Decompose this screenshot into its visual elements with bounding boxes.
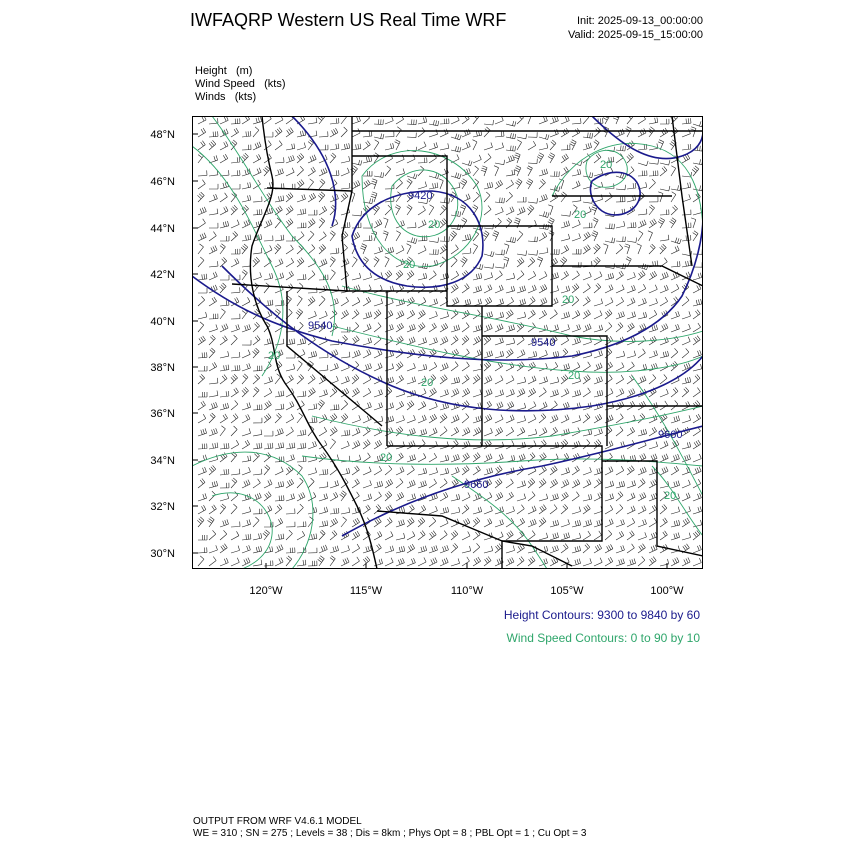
lat-tick-38: 38°N bbox=[150, 362, 175, 374]
lat-tick-44: 44°N bbox=[150, 223, 175, 235]
model-info: OUTPUT FROM WRF V4.6.1 MODEL bbox=[193, 816, 362, 827]
speed-label: 20 bbox=[574, 209, 587, 221]
field-height bbox=[195, 65, 252, 78]
height-label: 9660 bbox=[464, 479, 489, 491]
field-height-name: Height bbox=[195, 65, 227, 77]
field-speed-unit: (kts) bbox=[264, 78, 286, 90]
height-label: 9420 bbox=[408, 190, 433, 202]
valid-time: Valid: 2025-09-15_15:00:00 bbox=[568, 29, 703, 41]
lat-tick-32: 32°N bbox=[150, 501, 175, 513]
time-info bbox=[568, 14, 703, 42]
field-speed-name: Wind Speed bbox=[195, 78, 255, 90]
init-time: Init: 2025-09-13_00:00:00 bbox=[577, 15, 703, 27]
speed-label: 20 bbox=[403, 259, 416, 271]
height-label: 9540 bbox=[531, 337, 556, 349]
lon-tick-100: 100°W bbox=[650, 585, 684, 597]
lon-tick-110: 110°W bbox=[450, 585, 484, 597]
lon-tick-115: 115°W bbox=[349, 585, 383, 597]
speed-label: 20 bbox=[664, 490, 677, 502]
lat-tick-42: 42°N bbox=[150, 269, 175, 281]
lat-tick-48: 48°N bbox=[150, 129, 175, 141]
speed-label: 20 bbox=[562, 294, 575, 306]
speed-label: 20 bbox=[600, 159, 613, 171]
speed-label: 20 bbox=[268, 350, 281, 362]
lat-tick-36: 36°N bbox=[150, 408, 175, 420]
height-contour-legend: Height Contours: 9300 to 9840 by 60 bbox=[503, 608, 700, 622]
lon-tick-105: 105°W bbox=[550, 585, 584, 597]
lat-tick-46: 46°N bbox=[150, 176, 175, 188]
lat-tick-34: 34°N bbox=[150, 455, 175, 467]
field-winds bbox=[195, 91, 256, 104]
model-settings: WE = 310 ; SN = 275 ; Levels = 38 ; Dis = 8km ; Phys Opt = 8 ; PBL Opt = 1 ; Cu Opt = 3 bbox=[193, 828, 587, 839]
speed-label: 20 bbox=[380, 452, 393, 464]
height-label: 9540 bbox=[308, 320, 333, 332]
lat-tick-30: 30°N bbox=[150, 548, 175, 560]
field-wind-speed bbox=[195, 78, 286, 91]
lon-tick-120: 120°W bbox=[249, 585, 283, 597]
field-height-unit: (m) bbox=[235, 65, 253, 77]
lat-tick-40: 40°N bbox=[150, 316, 175, 328]
map-title: IWFAQRP Western US Real Time WRF bbox=[190, 10, 507, 30]
speed-contour-legend: Wind Speed Contours: 0 to 90 by 10 bbox=[506, 631, 700, 645]
height-label: 9660 bbox=[658, 429, 683, 441]
field-winds-unit: (kts) bbox=[234, 91, 257, 103]
speed-label: 20 bbox=[421, 377, 434, 389]
field-winds-name: Winds bbox=[195, 91, 226, 103]
speed-label: 20 bbox=[568, 370, 581, 382]
speed-label: 20 bbox=[428, 219, 441, 231]
weather-map bbox=[192, 116, 703, 569]
